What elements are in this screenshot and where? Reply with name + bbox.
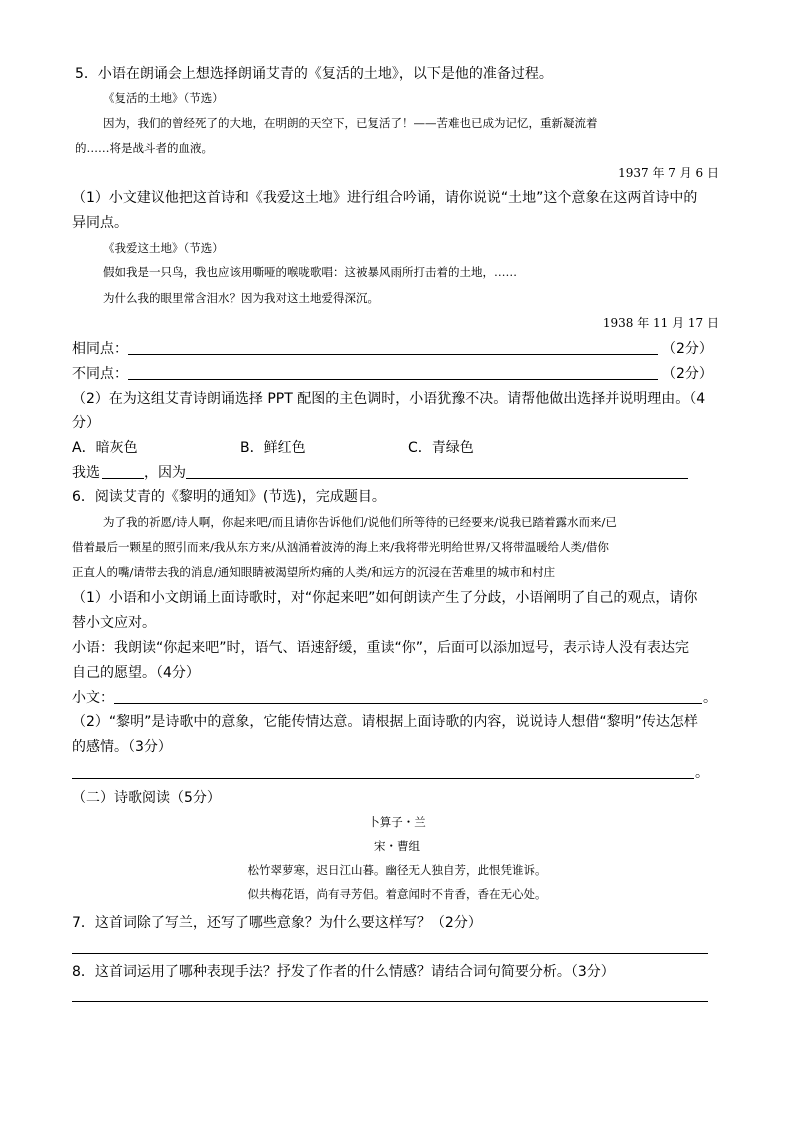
- q6-poem-line: 借着最后一颗星的照引而来/我从东方来/从汹涌着波涛的海上来/我将带光明给世界/又将带温暖给人类/借你: [72, 540, 609, 554]
- option-a[interactable]: A．暗灰色: [72, 440, 138, 456]
- q7-answer-line[interactable]: [72, 953, 708, 954]
- q5-sub1-text: 异同点。: [72, 215, 128, 231]
- poem1-line: 的……将是战斗者的血液。: [75, 141, 213, 155]
- diff-score: （2分）: [662, 366, 713, 382]
- reason-answer-line[interactable]: [186, 478, 688, 479]
- poem2-line: 为什么我的眼里常含泪水？因为我对这土地爱得深沉。: [103, 291, 379, 305]
- q6-sub1-text: 替小文应对。: [72, 615, 156, 631]
- xiaowen-answer-line[interactable]: [114, 703, 702, 704]
- q6-sub2-answer-line[interactable]: [72, 778, 694, 779]
- q6-poem-line: 为了我的祈愿/诗人啊，你起来吧/而且请你告诉他们/说他们所等待的已经要来/说我已踏着露水而来/已: [103, 515, 617, 529]
- ci-poem-title: 卜算子・兰: [368, 815, 426, 829]
- poem1-title: 《复活的土地》（节选）: [103, 91, 224, 105]
- diff-label: 不同点：: [72, 366, 128, 382]
- choice-answer-line[interactable]: [102, 478, 144, 479]
- q6-poem-line: 正直人的嘴/请带去我的消息/通知眼睛被渴望所灼痛的人类/和远方的沉浸在苦难里的城市和村庄: [72, 565, 556, 579]
- same-answer-line[interactable]: [128, 354, 658, 355]
- end-mark: 。: [703, 690, 717, 706]
- q6-sub2-text: （2）“黎明”是诗歌中的意象，它能传情达意。请根据上面诗歌的内容，说说诗人想借“黎明”传达怎样: [72, 714, 698, 730]
- same-label: 相同点：: [72, 341, 128, 357]
- end-mark: 。: [695, 765, 709, 781]
- poem2-line: 假如我是一只鸟，我也应该用嘶哑的喉咙歌唱：这被暴风雨所打击着的土地，……: [103, 265, 517, 279]
- xiaoyu-statement: 小语：我朗读“你起来吧”时，语气、语速舒缓，重读“你”，后面可以添加逗号，表示诗人没有表达完: [72, 640, 690, 656]
- q8-answer-line[interactable]: [72, 1001, 708, 1002]
- section-heading: （二）诗歌阅读（5分）: [72, 790, 221, 806]
- choose-label: 我选: [72, 465, 100, 481]
- q5-sub1-text: （1）小文建议他把这首诗和《我爱这土地》进行组合吟诵，请你说说“土地”这个意象在这两首诗中的: [72, 190, 698, 206]
- ci-poem-line: 松竹翠萝寒，迟日江山暮。幽径无人独自芳，此恨凭谁诉。: [247, 863, 547, 877]
- xiaoyu-statement: 自己的愿望。（4分）: [72, 665, 200, 681]
- option-c[interactable]: C．青绿色: [408, 440, 474, 456]
- q7-text: 7．这首词除了写兰，还写了哪些意象？为什么要这样写？（2分）: [72, 915, 482, 931]
- diff-answer-line[interactable]: [128, 379, 658, 380]
- option-b[interactable]: B．鲜红色: [240, 440, 306, 456]
- poem1-date: 1937 年 7 月 6 日: [618, 166, 719, 180]
- q5-sub2-text: （2）在为这组艾青诗朗诵选择 PPT 配图的主色调时，小语犹豫不决。请帮他做出选择并说明理由。（4: [72, 391, 706, 407]
- q8-text: 8．这首词运用了哪种表现手法？抒发了作者的什么情感？请结合词句简要分析。（3分）: [72, 964, 615, 980]
- ci-poem-line: 似共梅花语，尚有寻芳侣。着意闻时不肯香，香在无心处。: [247, 887, 547, 901]
- q6-sub2-text: 的感情。（3分）: [72, 739, 172, 755]
- poem2-date: 1938 年 11 月 17 日: [602, 316, 719, 330]
- q5-intro: 5．小语在朗诵会上想选择朗诵艾青的《复活的土地》，以下是他的准备过程。: [75, 66, 553, 82]
- ci-poem-author: 宋・曹组: [374, 839, 420, 853]
- because-label: ，因为: [144, 465, 186, 481]
- q6-intro: 6．阅读艾青的《黎明的通知》(节选)，完成题目。: [72, 489, 386, 505]
- same-score: （2分）: [662, 341, 713, 357]
- xiaowen-label: 小文：: [72, 690, 114, 706]
- q6-sub1-text: （1）小语和小文朗诵上面诗歌时，对“你起来吧”如何朗读产生了分歧，小语阐明了自己的观点，请你: [72, 590, 698, 606]
- poem1-line: 因为，我们的曾经死了的大地，在明朗的天空下，已复活了！——苦难也已成为记忆，重新凝流着: [103, 116, 598, 130]
- poem2-title: 《我爱这土地》（节选）: [103, 241, 224, 255]
- q5-sub2-text: 分）: [72, 415, 100, 431]
